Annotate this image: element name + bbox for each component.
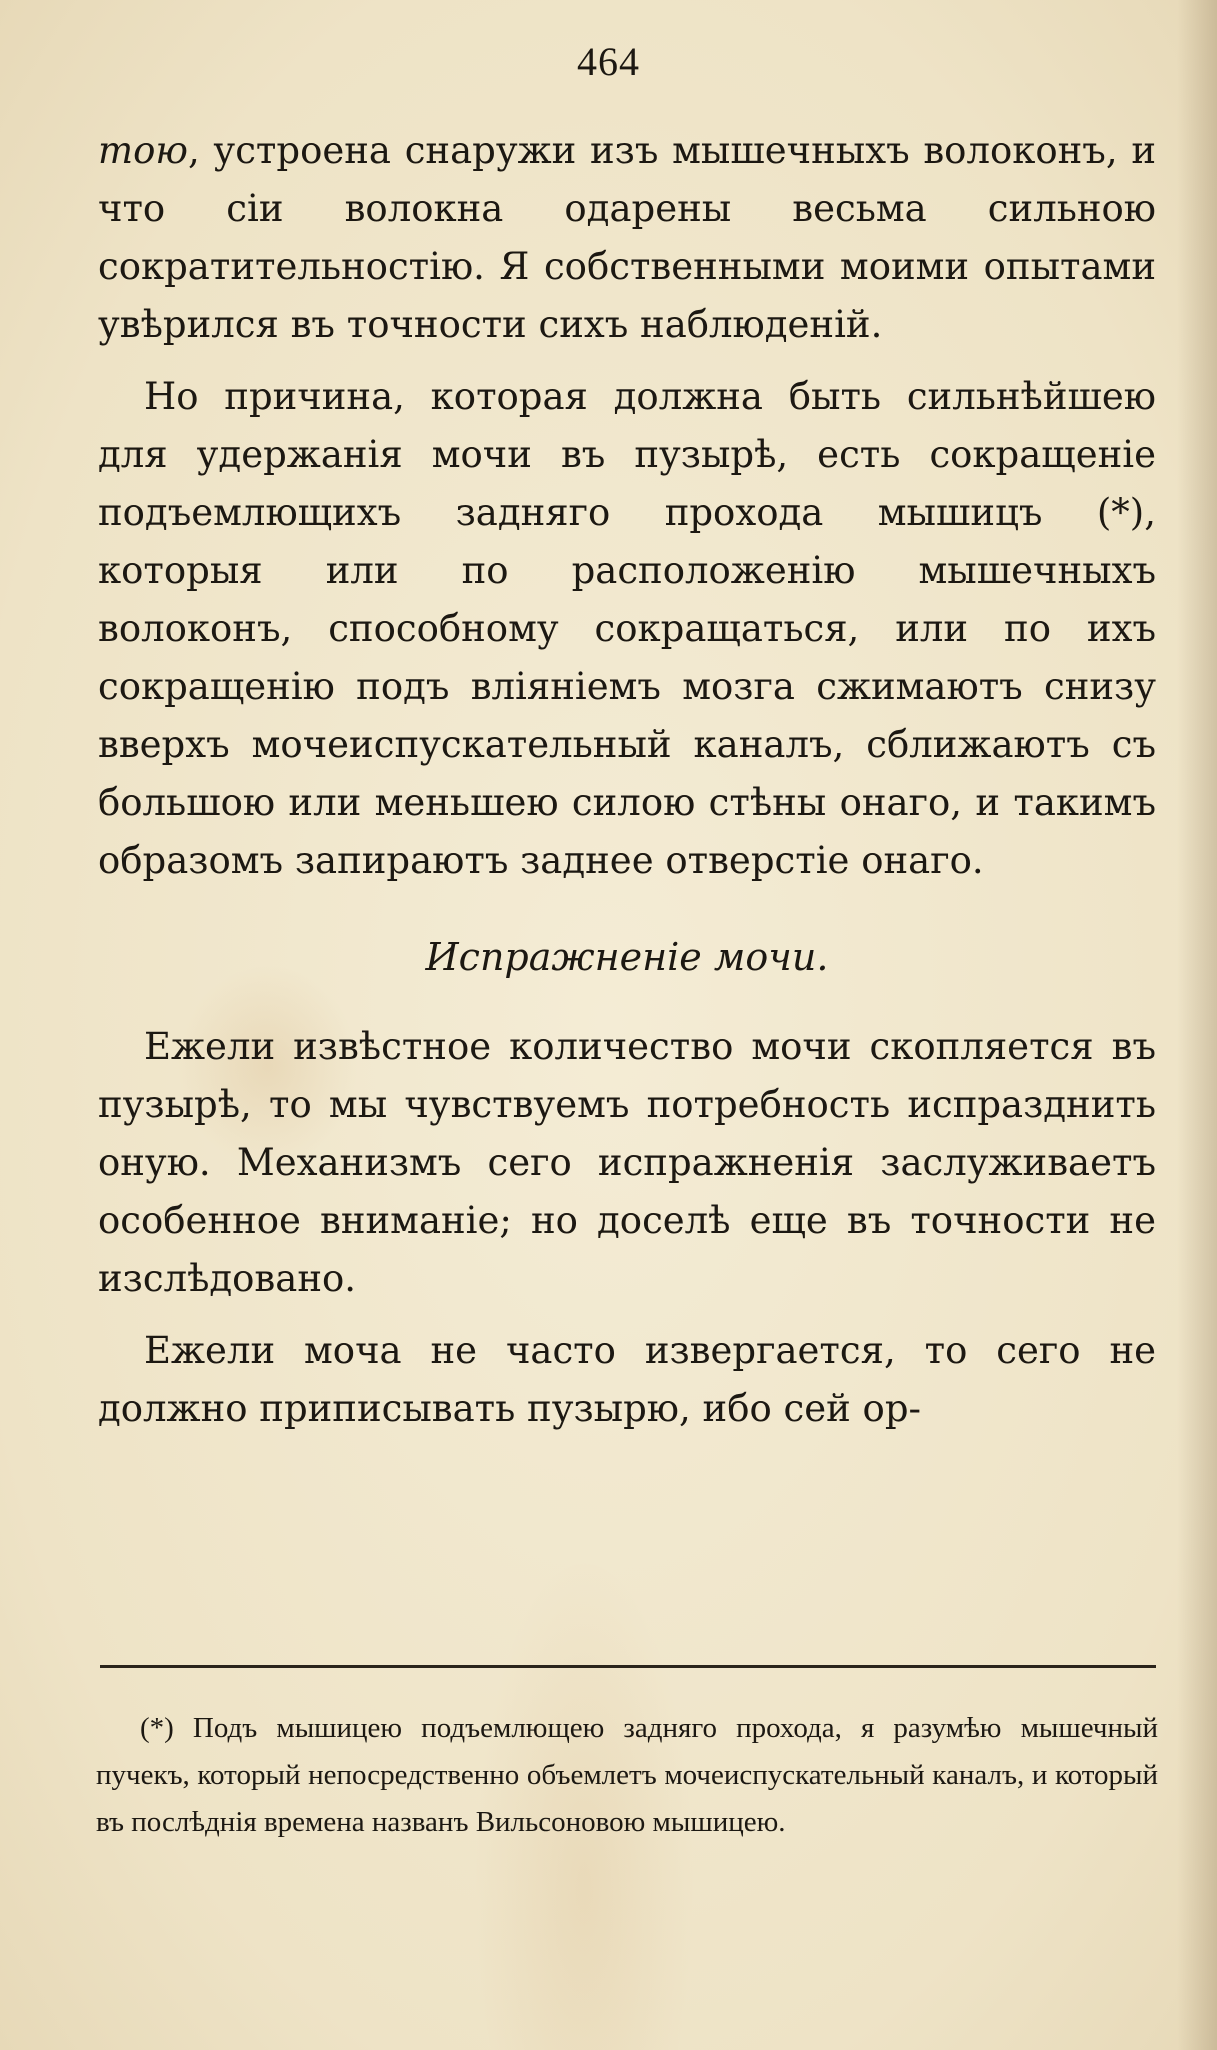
- footnote-divider: [100, 1665, 1156, 1668]
- footnote-text: (*) Подъ мышицею подъемлющею задняго прохода, я разумѣю мышечный пучекъ, который непосредственно объемлетъ мочеиспускательный каналъ, и который въ послѣднія времена названъ Вильсоновою мышицею.: [96, 1712, 1158, 1838]
- page-edge-shadow: [1177, 0, 1217, 2050]
- body-text: [98, 122, 1156, 1452]
- footnote: [96, 1705, 1158, 1846]
- page-number: 464: [577, 39, 640, 84]
- paragraph-1-lead-italic: тою: [98, 129, 188, 172]
- paragraph-1-text: , устроена снаружи изъ мышечныхъ волоконъ, и что сіи волокна одарены весьма сильною сократительностію. Я собственными моими опытами увѣрился въ точности сихъ наблюденій.: [98, 129, 1156, 346]
- paragraph-4: Ежели моча не часто извергается, то сего не должно приписывать пузырю, ибо сей ор-: [98, 1329, 1156, 1430]
- paragraph-3: Ежели извѣстное количество мочи скопляется въ пузырѣ, то мы чувствуемъ потребность испразднить оную. Механизмъ сего испражненія заслуживаетъ особенное вниманіе; но доселѣ еще въ точности не изслѣдовано.: [98, 1025, 1156, 1300]
- paragraph-1: [98, 122, 1156, 354]
- paragraph-2: Но причина, которая должна быть сильнѣйшею для удержанія мочи въ пузырѣ, есть сокращеніе подъемлющихъ задняго прохода мышицъ (*), которыя или по расположенію мышечныхъ волоконъ, способному сокращаться, или по ихъ сокращенію подъ вліяніемъ мозга сжимаютъ снизу вверхъ мочеиспускательный каналъ, сближаютъ съ большою или меньшею силою стѣны онаго, и такимъ образомъ запираютъ заднее отверстіе онаго.: [98, 375, 1156, 882]
- section-heading: Испражненіе мочи.: [425, 935, 829, 979]
